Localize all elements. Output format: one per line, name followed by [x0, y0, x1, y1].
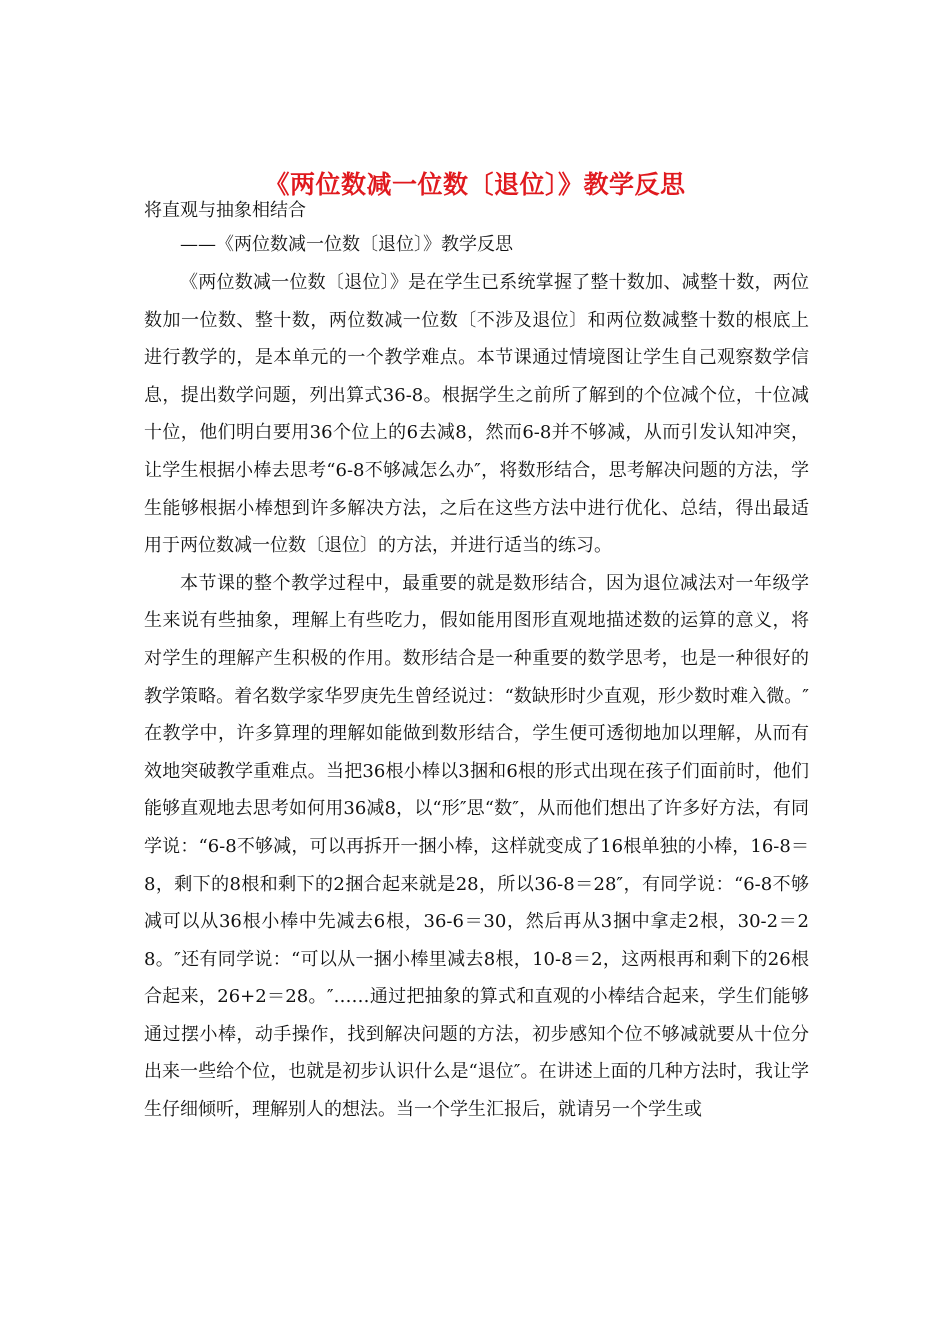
body-paragraph-1: 《两位数减一位数〔退位〕》是在学生已系统掌握了整十数加、减整十数，两位数加一位数、整十数，两位数减一位数〔不涉及退位〕和两位数减整十数的根底上进行教学的，是本单元的一个教学难点。本节课通过情境图让学生自己观察数学信息，提出数学问题，列出算式36-8。根据学生之前所了解到的个位减个位，十位减十位，他们明白要用36个位上的6去减8，然而6-8并不够减，从而引发认知冲突，让学生根据小棒去思考“6-8不够减怎么办″，将数形结合，思考解决问题的方法，学生能够根据小棒想到许多解决方法，之后在这些方法中进行优化、总结，得出最适用于两位数减一位数〔退位〕的方法，并进行适当的练习。: [144, 272, 809, 557]
document-subtitle: 将直观与抽象相结合: [144, 200, 306, 221]
document-byline: ——《两位数减一位数〔退位〕》教学反思: [180, 234, 513, 255]
document-body: [144, 264, 809, 1129]
body-paragraph-2: 本节课的整个教学过程中，最重要的就是数形结合，因为退位减法对一年级学生来说有些抽象，理解上有些吃力，假如能用图形直观地描述数的运算的意义，将对学生的理解产生积极的作用。数形结合是一种重要的数学思考，也是一种很好的教学策略。着名数学家华罗庚先生曾经说过：“数缺形时少直观，形少数时难入微。″在教学中，许多算理的理解如能做到数形结合，学生便可透彻地加以理解，从而有效地突破教学重难点。当把36根小棒以3捆和6根的形式出现在孩子们面前时，他们能够直观地去思考如何用36减8，以“形″思“数″，从而他们想出了许多好方法，有同学说：“6-8不够减，可以再拆开一捆小棒，这样就变成了16根单独的小棒，16-8＝8，剩下的8根和剩下的2捆合起来就是28，所以36-8＝28″，有同学说：“6-8不够减可以从36根小棒中先减去6根，36-6＝30，然后再从3捆中拿走2根，30-2＝28。″还有同学说：“可以从一捆小棒里减去8根，10-8＝2，这两根再和剩下的26根合起来，26+2＝28。″……通过把抽象的算式和直观的小棒结合起来，学生们能够通过摆小棒，动手操作，找到解决问题的方法，初步感知个位不够减就要从十位分出来一些给个位，也就是初步认识什么是“退位″。在讲述上面的几种方法时，我让学生仔细倾听，理解别人的想法。当一个学生汇报后，就请另一个学生或: [144, 572, 809, 1121]
document-title: 《两位数减一位数〔退位〕》教学反思: [264, 169, 686, 199]
